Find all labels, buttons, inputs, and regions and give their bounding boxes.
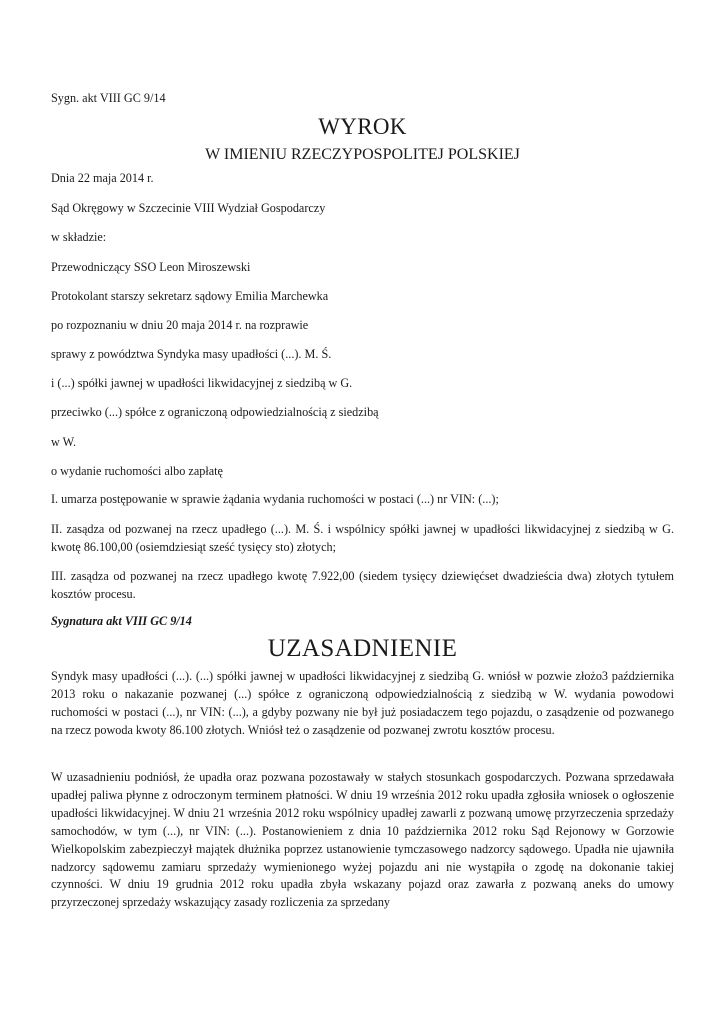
justification-paragraph: W uzasadnieniu podniósł, że upadła oraz pozwana pozostawały w stałych stosunkach gospodarczych. Pozwana sprzedawała upadłej paliwa płynne z odroczonym terminem płatności. W dniu 19 września 2012 roku upadła zgłosiła wniosek o ogłoszenie upadłości likwidacyjnej. W dniu 21 września 2012 roku wspólnicy upadłej zawarli z pozwaną umowę przyrzeczenia sprzedaży samochodów, w tym (...), nr VIN: (...). Postanowieniem z dnia 10 października 2012 roku Sąd Rejonowy w Gorzowie Wielkopolskim zabezpieczył majątek dłużnika poprzez ustanowienie tymczasowego nadzorcy sądowego. Upadła nie ujawniła nadzorcy sądowemu zamiaru sprzedaży wymienionego wyżej pojazdu ani nie wystąpiła o zgodę na dokonanie takiej czynności. W dniu 19 grudnia 2012 roku upadła zbyła wskazany pojazd oraz zawarła z pozwaną aneks do umowy przyrzeczonej sprzedaży wskazujący zasady rozliczenia za sprzedany: [51, 770, 674, 910]
judgment-title: WYROK: [318, 114, 407, 139]
signature-reference: Sygnatura akt VIII GC 9/14: [51, 614, 192, 628]
defendant-line-1: przeciwko (...) spółce z ograniczoną odpowiedzialnością z siedzibą: [51, 405, 379, 419]
justification-paragraph: Syndyk masy upadłości (...). (...) spółki jawnej w upadłości likwidacyjnej z siedzibą G. wniósł w pozwie złożo3 października 2013 roku o nakazanie pozwanej (...) spółce z ograniczoną odpowiedzialnością z siedzibą w W. wydania powodowi ruchomości w postaci (...), nr VIN: (...), a gdyby pozwany nie był już posiadaczem tego pojazdu, o zasądzenie od pozwanego na rzecz powoda kwoty 86.100 złotych. Wniósł też o zasądzenie od pozwanej zwrotu kosztów procesu.: [51, 669, 674, 737]
ruling-item-2: II. zasądza od pozwanej na rzecz upadłego (...). M. Ś. i wspólnicy spółki jawnej w upadłości likwidacyjnej z siedzibą w G. kwotę 86.100,00 (osiemdziesiąt sześć tysięcy sto) złotych;: [51, 522, 674, 555]
plaintiff-line-2: i (...) spółki jawnej w upadłości likwidacyjnej z siedzibą w G.: [51, 376, 353, 390]
plaintiff-line-1: sprawy z powództwa Syndyka masy upadłości (...). M. Ś.: [51, 347, 332, 361]
defendant-line-2: w W.: [51, 435, 77, 449]
ruling-item-3: III. zasądza od pozwanej na rzecz upadłego kwotę 7.922,00 (siedem tysięcy dziewięćset dwadzieścia dwa) złotych tytułem kosztów procesu.: [51, 569, 674, 602]
ruling-item-1: I. umarza postępowanie w sprawie żądania wydania ruchomości w postaci (...) nr VIN: (...);: [51, 492, 499, 506]
composition-label: w składzie:: [51, 230, 107, 244]
case-reference: Sygn. akt VIII GC 9/14: [51, 91, 166, 105]
hearing-info: po rozpoznaniu w dniu 20 maja 2014 r. na rozprawie: [51, 318, 309, 332]
justification-title: UZASADNIENIE: [267, 635, 458, 662]
court-name: Sąd Okręgowy w Szczecinie VIII Wydział Gospodarczy: [51, 201, 326, 215]
court-clerk: Protokolant starszy sekretarz sądowy Emilia Marchewka: [51, 289, 329, 303]
judgment-date: Dnia 22 maja 2014 r.: [51, 171, 154, 185]
judgment-subtitle: W IMIENIU RZECZYPOSPOLITEJ POLSKIEJ: [205, 146, 520, 163]
case-subject: o wydanie ruchomości albo zapłatę: [51, 464, 223, 478]
presiding-judge: Przewodniczący SSO Leon Miroszewski: [51, 260, 251, 274]
